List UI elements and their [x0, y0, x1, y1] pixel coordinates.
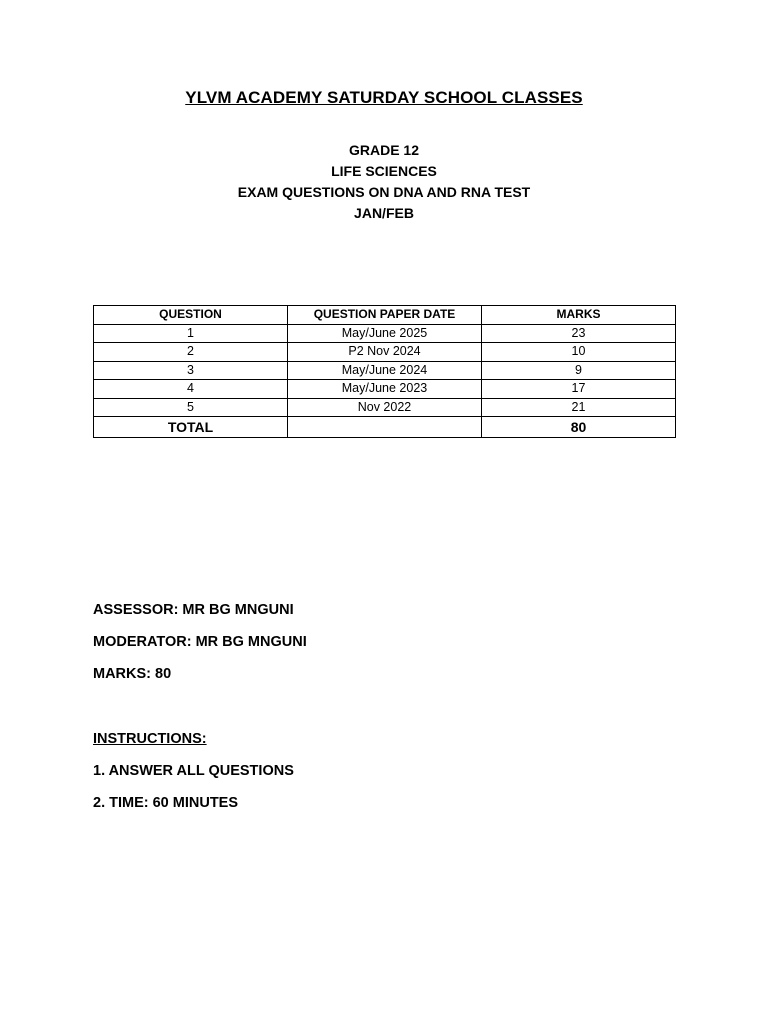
cell-question: 5	[94, 398, 288, 417]
header-question: QUESTION	[94, 306, 288, 325]
cell-marks: 23	[482, 324, 676, 343]
table-header-row	[94, 306, 676, 325]
table-row	[94, 380, 676, 399]
subtitle-block	[0, 140, 768, 224]
cell-marks: 9	[482, 361, 676, 380]
period-line: JAN/FEB	[354, 205, 414, 221]
header-paper-date: QUESTION PAPER DATE	[288, 306, 482, 325]
total-label: TOTAL	[94, 417, 288, 438]
instructions-heading: INSTRUCTIONS:	[93, 731, 207, 747]
cell-marks: 17	[482, 380, 676, 399]
subject-line: LIFE SCIENCES	[331, 163, 437, 179]
cell-question: 4	[94, 380, 288, 399]
page-title: YLVM ACADEMY SATURDAY SCHOOL CLASSES	[185, 88, 583, 107]
cell-paper-date: P2 Nov 2024	[288, 343, 482, 362]
table-row	[94, 361, 676, 380]
assessor-line: ASSESSOR: MR BG MNGUNI	[93, 602, 294, 618]
marks-line: MARKS: 80	[93, 666, 172, 682]
cell-marks: 10	[482, 343, 676, 362]
header-marks: MARKS	[482, 306, 676, 325]
cell-paper-date: May/June 2025	[288, 324, 482, 343]
cell-paper-date: Nov 2022	[288, 398, 482, 417]
table-row	[94, 324, 676, 343]
test-name-line: EXAM QUESTIONS ON DNA AND RNA TEST	[237, 184, 531, 200]
total-date	[288, 417, 482, 438]
cell-question: 3	[94, 361, 288, 380]
table-row	[94, 343, 676, 362]
marks-table	[93, 305, 676, 438]
cell-paper-date: May/June 2023	[288, 380, 482, 399]
cell-marks: 21	[482, 398, 676, 417]
total-row	[94, 417, 676, 438]
total-marks: 80	[482, 417, 676, 438]
moderator-line: MODERATOR: MR BG MNGUNI	[93, 634, 307, 650]
cell-paper-date: May/June 2024	[288, 361, 482, 380]
grade-line: GRADE 12	[348, 142, 420, 158]
instruction-item: 1. ANSWER ALL QUESTIONS	[93, 763, 294, 779]
cell-question: 1	[94, 324, 288, 343]
instruction-item: 2. TIME: 60 MINUTES	[93, 795, 239, 811]
cell-question: 2	[94, 343, 288, 362]
table-row	[94, 398, 676, 417]
